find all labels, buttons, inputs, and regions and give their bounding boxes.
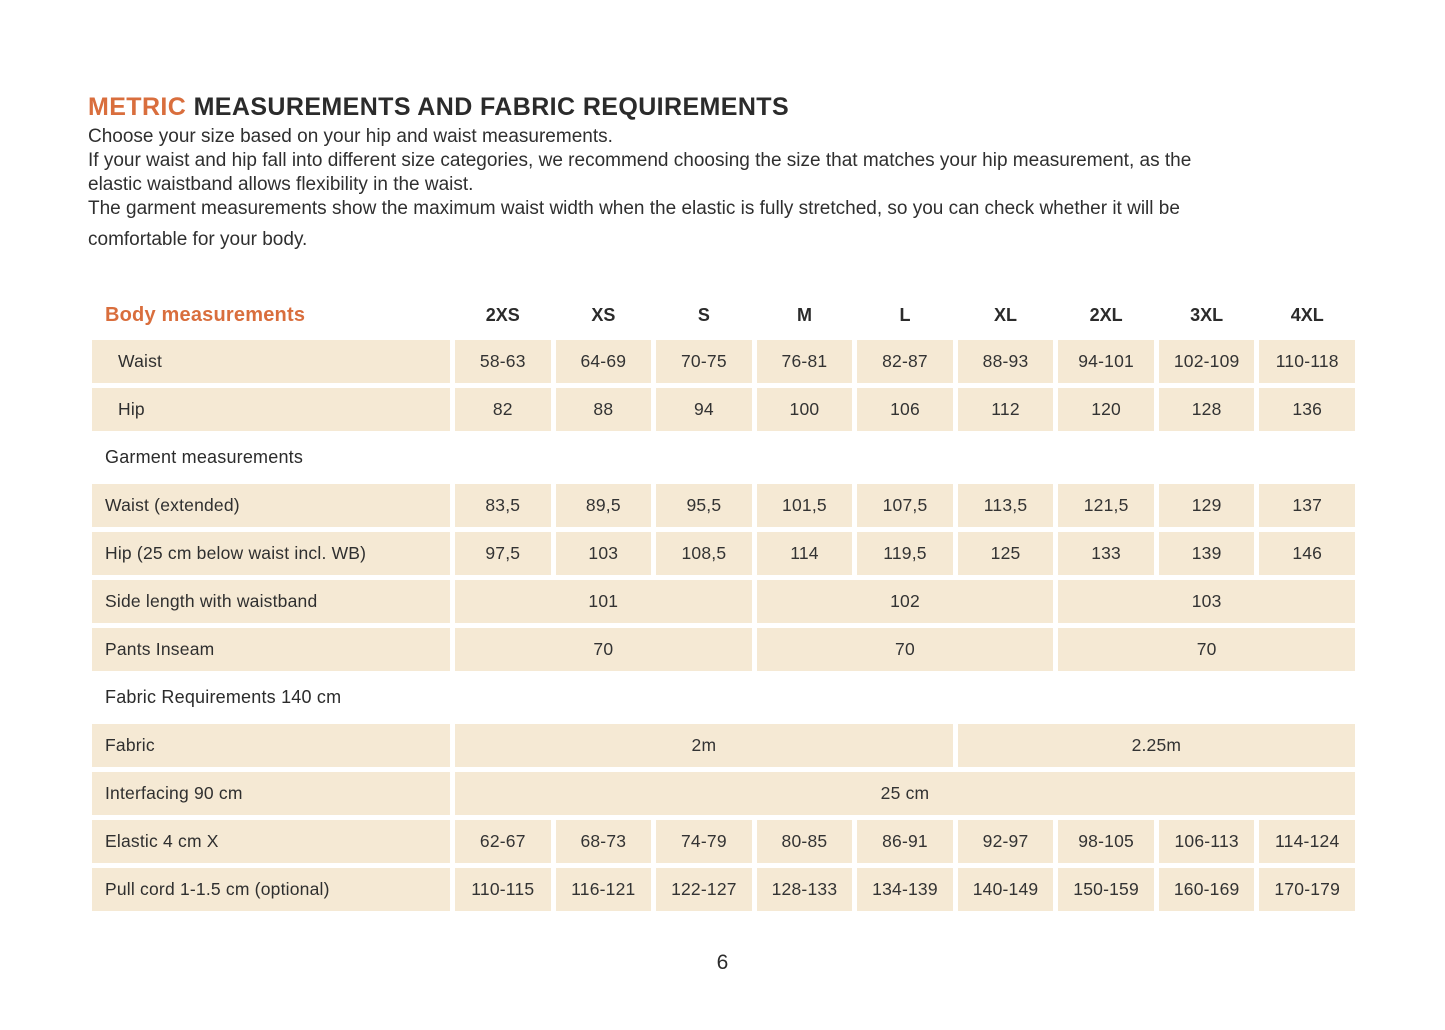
row-label: Hip (25 cm below waist incl. WB) bbox=[92, 532, 450, 575]
value-cell: 129 bbox=[1159, 484, 1255, 527]
value-cell: 2.25m bbox=[958, 724, 1355, 767]
size-column-header: 3XL bbox=[1190, 304, 1224, 325]
intro-line-4: The garment measurements show the maximum waist width when the elastic is fully stretched, so you can check whether it will be bbox=[88, 198, 1180, 219]
value-cell: 76-81 bbox=[757, 340, 853, 383]
size-column-header: S bbox=[697, 304, 710, 325]
value-cell: 64-69 bbox=[556, 340, 652, 383]
value-cell: 70 bbox=[757, 628, 1054, 671]
intro-line-5: comfortable for your body. bbox=[88, 229, 308, 250]
row-label: Elastic 4 cm X bbox=[92, 820, 450, 863]
table-data-row bbox=[92, 484, 1355, 527]
value-cell: 102 bbox=[757, 580, 1054, 623]
row-label: Waist bbox=[92, 340, 450, 383]
value-cell: 116-121 bbox=[556, 868, 652, 911]
size-column-header: 4XL bbox=[1290, 304, 1324, 325]
value-cell: 119,5 bbox=[857, 532, 953, 575]
value-cell: 82-87 bbox=[857, 340, 953, 383]
value-cell: 134-139 bbox=[857, 868, 953, 911]
value-cell: 2m bbox=[455, 724, 953, 767]
value-cell: 97,5 bbox=[455, 532, 551, 575]
value-cell: 94-101 bbox=[1058, 340, 1154, 383]
value-cell: 170-179 bbox=[1259, 868, 1355, 911]
intro-line-2: If your waist and hip fall into different size categories, we recommend choosing the size that matches your hip measurement, as the bbox=[88, 150, 1192, 171]
size-column-header: L bbox=[899, 304, 911, 325]
value-cell: 68-73 bbox=[556, 820, 652, 863]
row-label: Waist (extended) bbox=[92, 484, 450, 527]
value-cell: 150-159 bbox=[1058, 868, 1154, 911]
value-cell: 80-85 bbox=[757, 820, 853, 863]
value-cell: 114-124 bbox=[1259, 820, 1355, 863]
value-cell: 62-67 bbox=[455, 820, 551, 863]
table-data-row bbox=[92, 868, 1355, 911]
size-column-header: 2XS bbox=[485, 304, 520, 325]
value-cell: 103 bbox=[1058, 580, 1355, 623]
size-column-header: XL bbox=[994, 304, 1018, 325]
value-cell: 108,5 bbox=[656, 532, 752, 575]
value-cell: 92-97 bbox=[958, 820, 1054, 863]
table-data-row bbox=[92, 772, 1355, 815]
value-cell: 136 bbox=[1259, 388, 1355, 431]
row-label: Hip bbox=[92, 388, 450, 431]
value-cell: 140-149 bbox=[958, 868, 1054, 911]
page-number: 6 bbox=[716, 951, 729, 974]
value-cell: 25 cm bbox=[455, 772, 1355, 815]
value-cell: 113,5 bbox=[958, 484, 1054, 527]
size-column-header: M bbox=[796, 304, 812, 325]
row-label: Pants Inseam bbox=[92, 628, 450, 671]
table-section-row bbox=[92, 436, 1355, 479]
page-title bbox=[88, 93, 789, 122]
table-data-row bbox=[92, 388, 1355, 431]
intro-text bbox=[88, 125, 1338, 252]
value-cell: 70 bbox=[1058, 628, 1355, 671]
table-data-row bbox=[92, 580, 1355, 623]
size-table bbox=[92, 295, 1355, 916]
value-cell: 89,5 bbox=[556, 484, 652, 527]
value-cell: 100 bbox=[757, 388, 853, 431]
value-cell: 58-63 bbox=[455, 340, 551, 383]
value-cell: 133 bbox=[1058, 532, 1154, 575]
section-label: Fabric Requirements 140 cm bbox=[105, 687, 342, 707]
intro-line-3: elastic waistband allows flexibility in the waist. bbox=[88, 174, 474, 195]
table-data-row bbox=[92, 628, 1355, 671]
table-data-row bbox=[92, 532, 1355, 575]
value-cell: 82 bbox=[455, 388, 551, 431]
table-section-row bbox=[92, 676, 1355, 719]
value-cell: 102-109 bbox=[1159, 340, 1255, 383]
value-cell: 88 bbox=[556, 388, 652, 431]
value-cell: 70-75 bbox=[656, 340, 752, 383]
value-cell: 121,5 bbox=[1058, 484, 1154, 527]
intro-line-1: Choose your size based on your hip and waist measurements. bbox=[88, 126, 613, 147]
value-cell: 112 bbox=[958, 388, 1054, 431]
value-cell: 110-115 bbox=[455, 868, 551, 911]
value-cell: 101 bbox=[455, 580, 752, 623]
row-label: Fabric bbox=[92, 724, 450, 767]
title-rest: MEASUREMENTS AND FABRIC REQUIREMENTS bbox=[186, 93, 790, 121]
value-cell: 120 bbox=[1058, 388, 1154, 431]
size-column-header: 2XL bbox=[1089, 304, 1123, 325]
value-cell: 86-91 bbox=[857, 820, 953, 863]
value-cell: 128-133 bbox=[757, 868, 853, 911]
value-cell: 106-113 bbox=[1159, 820, 1255, 863]
title-highlight: METRIC bbox=[88, 93, 187, 121]
value-cell: 139 bbox=[1159, 532, 1255, 575]
size-column-header: XS bbox=[591, 304, 616, 325]
value-cell: 98-105 bbox=[1058, 820, 1154, 863]
value-cell: 83,5 bbox=[455, 484, 551, 527]
value-cell: 95,5 bbox=[656, 484, 752, 527]
table-data-row bbox=[92, 340, 1355, 383]
value-cell: 137 bbox=[1259, 484, 1355, 527]
value-cell: 107,5 bbox=[857, 484, 953, 527]
value-cell: 160-169 bbox=[1159, 868, 1255, 911]
value-cell: 101,5 bbox=[757, 484, 853, 527]
row-label: Interfacing 90 cm bbox=[92, 772, 450, 815]
value-cell: 122-127 bbox=[656, 868, 752, 911]
value-cell: 114 bbox=[757, 532, 853, 575]
value-cell: 70 bbox=[455, 628, 752, 671]
value-cell: 88-93 bbox=[958, 340, 1054, 383]
row-label: Side length with waistband bbox=[92, 580, 450, 623]
table-header-label: Body measurements bbox=[105, 303, 306, 326]
value-cell: 106 bbox=[857, 388, 953, 431]
value-cell: 128 bbox=[1159, 388, 1255, 431]
value-cell: 125 bbox=[958, 532, 1054, 575]
table-data-row bbox=[92, 820, 1355, 863]
value-cell: 110-118 bbox=[1259, 340, 1355, 383]
table-header-row bbox=[92, 295, 1355, 335]
value-cell: 103 bbox=[556, 532, 652, 575]
value-cell: 74-79 bbox=[656, 820, 752, 863]
section-label: Garment measurements bbox=[105, 447, 304, 467]
row-label: Pull cord 1-1.5 cm (optional) bbox=[92, 868, 450, 911]
value-cell: 94 bbox=[656, 388, 752, 431]
table-data-row bbox=[92, 724, 1355, 767]
value-cell: 146 bbox=[1259, 532, 1355, 575]
